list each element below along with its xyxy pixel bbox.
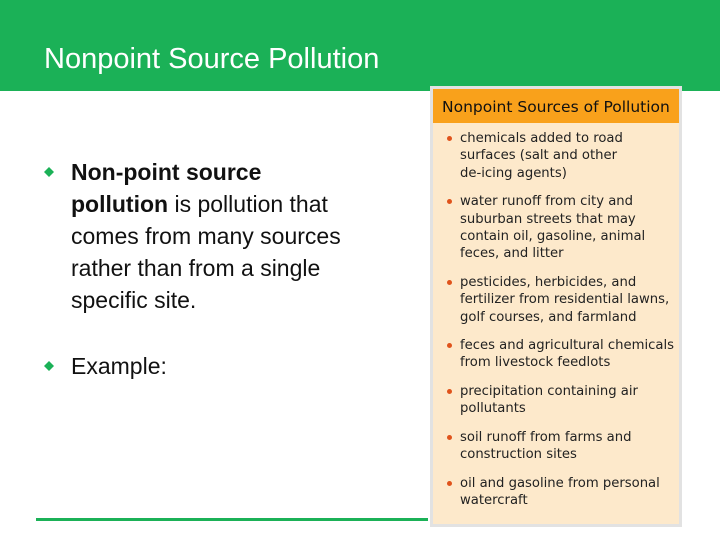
panel-item-line: watercraft <box>460 492 528 508</box>
panel-item-line: pesticides, herbicides, and <box>460 274 637 290</box>
panel-item-line: precipitation containing air <box>460 383 638 399</box>
bullet-dot-icon <box>447 199 452 204</box>
bullet-definition <box>42 156 402 316</box>
term-line-2: pollution <box>71 191 169 217</box>
bottom-divider <box>36 518 428 521</box>
term-line-1: Non-point source <box>71 159 262 185</box>
panel-list-item <box>447 274 675 326</box>
panel-item-line: construction sites <box>460 447 577 463</box>
panel-item-line: chemicals added to road <box>460 131 623 146</box>
square-bullet-icon <box>42 359 56 373</box>
panel-item-line: golf courses, and farmland <box>460 309 637 325</box>
panel-item-line: water runoff from city and <box>460 194 634 210</box>
panel-item-line: surfaces (salt and other <box>460 148 618 164</box>
definition-line-3: comes from many sources <box>71 223 341 249</box>
panel-source-list <box>447 130 675 509</box>
panel-item-line: soil runoff from farms and <box>460 429 632 445</box>
square-bullet-icon <box>42 165 56 179</box>
bullet-dot-icon <box>447 136 452 141</box>
panel-list-item <box>447 475 675 510</box>
panel-list-item <box>447 383 675 418</box>
title-bar <box>0 0 720 91</box>
bullet-example <box>42 350 402 382</box>
panel-item-line: fertilizer from residential lawns, <box>460 292 670 308</box>
panel-item-line: contain oil, gasoline, animal <box>460 229 646 245</box>
bullet-dot-icon <box>447 389 452 394</box>
panel-list-item <box>447 429 675 464</box>
panel-item-line: de-icing agents) <box>460 165 567 181</box>
slide-title: Nonpoint Source Pollution <box>44 43 380 75</box>
example-label: Example: <box>71 353 167 379</box>
panel-item-line: suburban streets that may <box>460 211 636 227</box>
panel-list-item <box>447 193 675 263</box>
panel-title: Nonpoint Sources of Pollution <box>442 98 670 116</box>
bullet-dot-icon <box>447 280 452 285</box>
bullet-dot-icon <box>447 481 452 486</box>
nonpoint-sources-panel <box>430 86 682 527</box>
panel-item-line: feces, and litter <box>460 246 564 262</box>
definition-line-5: specific site. <box>71 287 197 313</box>
definition-line-2: is pollution that <box>168 191 328 217</box>
panel-item-line: oil and gasoline from personal <box>460 475 660 491</box>
bullet-dot-icon <box>447 435 452 440</box>
panel-item-line: from livestock feedlots <box>460 355 611 371</box>
bullet-list <box>42 156 402 382</box>
panel-header <box>433 89 679 123</box>
panel-item-line: feces and agricultural chemicals <box>460 338 674 354</box>
panel-list-item <box>447 130 675 182</box>
panel-list-item <box>447 337 675 372</box>
definition-line-4: rather than from a single <box>71 255 321 281</box>
bullet-dot-icon <box>447 343 452 348</box>
panel-item-line: pollutants <box>460 401 526 417</box>
